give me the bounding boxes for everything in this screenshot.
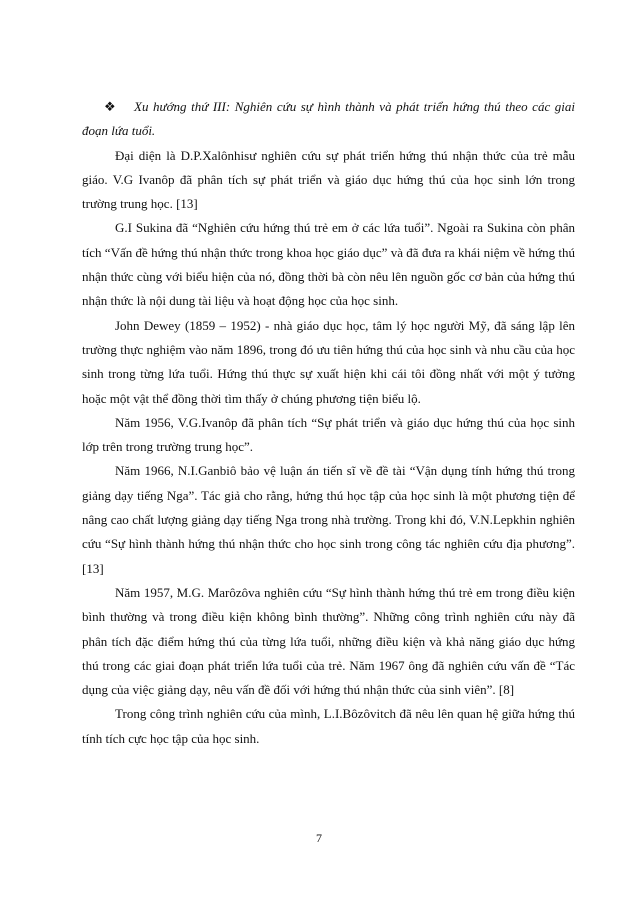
paragraph: John Dewey (1859 – 1952) - nhà giáo dục học, tâm lý học người Mỹ, đã sáng lập lên trường thực nghiệm vào năm 1896, trong đó ưu tiên hứng thú của học sinh và nhu cầu của học sinh trong từng lứa tuổi. Hứng thú thực sự xuất hiện khi cái tôi đồng nhất với một ý tưởng hoặc một vật thể đồng thời tìm thấy ở chúng phương tiện biểu lộ. [82,317,575,406]
paragraph: Năm 1957, M.G. Marôzôva nghiên cứu “Sự hình thành hứng thú trẻ em trong điều kiện bình thường và trong điều kiện không bình thường”. Những công trình nghiên cứu này đã phân tích đặc điểm hứng thú của từng lứa tuổi, những điều kiện và khả năng giáo dục hứng thú trong các giai đoạn phát triển lứa tuổi của trẻ. Năm 1967 ông đã nghiên cứu vấn đề “Tác dụng của việc giảng dạy, nêu vấn đề đối với hứng thú nhận thức của sinh viên”. [8] [82,584,575,698]
paragraph: Năm 1956, V.G.Ivanôp đã phân tích “Sự phát triển và giáo dục hứng thú của học sinh lớp trên trong trường trung học”. [82,414,575,455]
paragraph: Năm 1966, N.I.Ganbiô bảo vệ luận án tiến sĩ về đề tài “Vận dụng tính hứng thú trong giảng dạy tiếng Nga”. Tác giả cho rằng, hứng thú học tập của học sinh là một phương tiện để nâng cao chất lượng giảng dạy tiếng Nga trong nhà trường. Trong khi đó, V.N.Lepkhin nghiên cứu “Sự hình thành hứng thú nhận thức cho học sinh trong công tác nghiên cứu địa phương”. [13] [82,463,575,576]
paragraph: Đại diện là D.P.Xalônhisư nghiên cứu sự phát triển hứng thú nhận thức của trẻ mẫu giáo. V.G Ivanôp đã phân tích sự phát triển và giáo dục hứng thú của học sinh lớn trong trường trung học. [13] [82,147,575,212]
paragraph: G.I Sukina đã “Nghiên cứu hứng thú trẻ em ở các lứa tuổi”. Ngoài ra Sukina còn phân tích “Vấn đề hứng thú nhận thức trong khoa học giáo dục” và đã đưa ra khái niệm về hứng thú nhận thức cùng với biểu hiện của nó, đồng thời bà còn nêu lên nguồn gốc cơ bản của hứng thú nhận thức là nội dung tài liệu và hoạt động học của học sinh. [82,220,575,309]
paragraph: Trong công trình nghiên cứu của mình, L.I.Bôzôvitch đã nêu lên quan hệ giữa hứng thú tính tích cực học tập của học sinh. [82,706,575,746]
body-text [82,95,575,751]
section-heading [82,95,575,144]
diamond-bullet-icon: ❖ [104,99,116,114]
section-heading-text: Xu hướng thứ III: Nghiên cứu sự hình thành và phát triển hứng thú theo các giai đoạn lứa tuổi. [82,99,575,139]
page-number: 7 [316,831,322,845]
